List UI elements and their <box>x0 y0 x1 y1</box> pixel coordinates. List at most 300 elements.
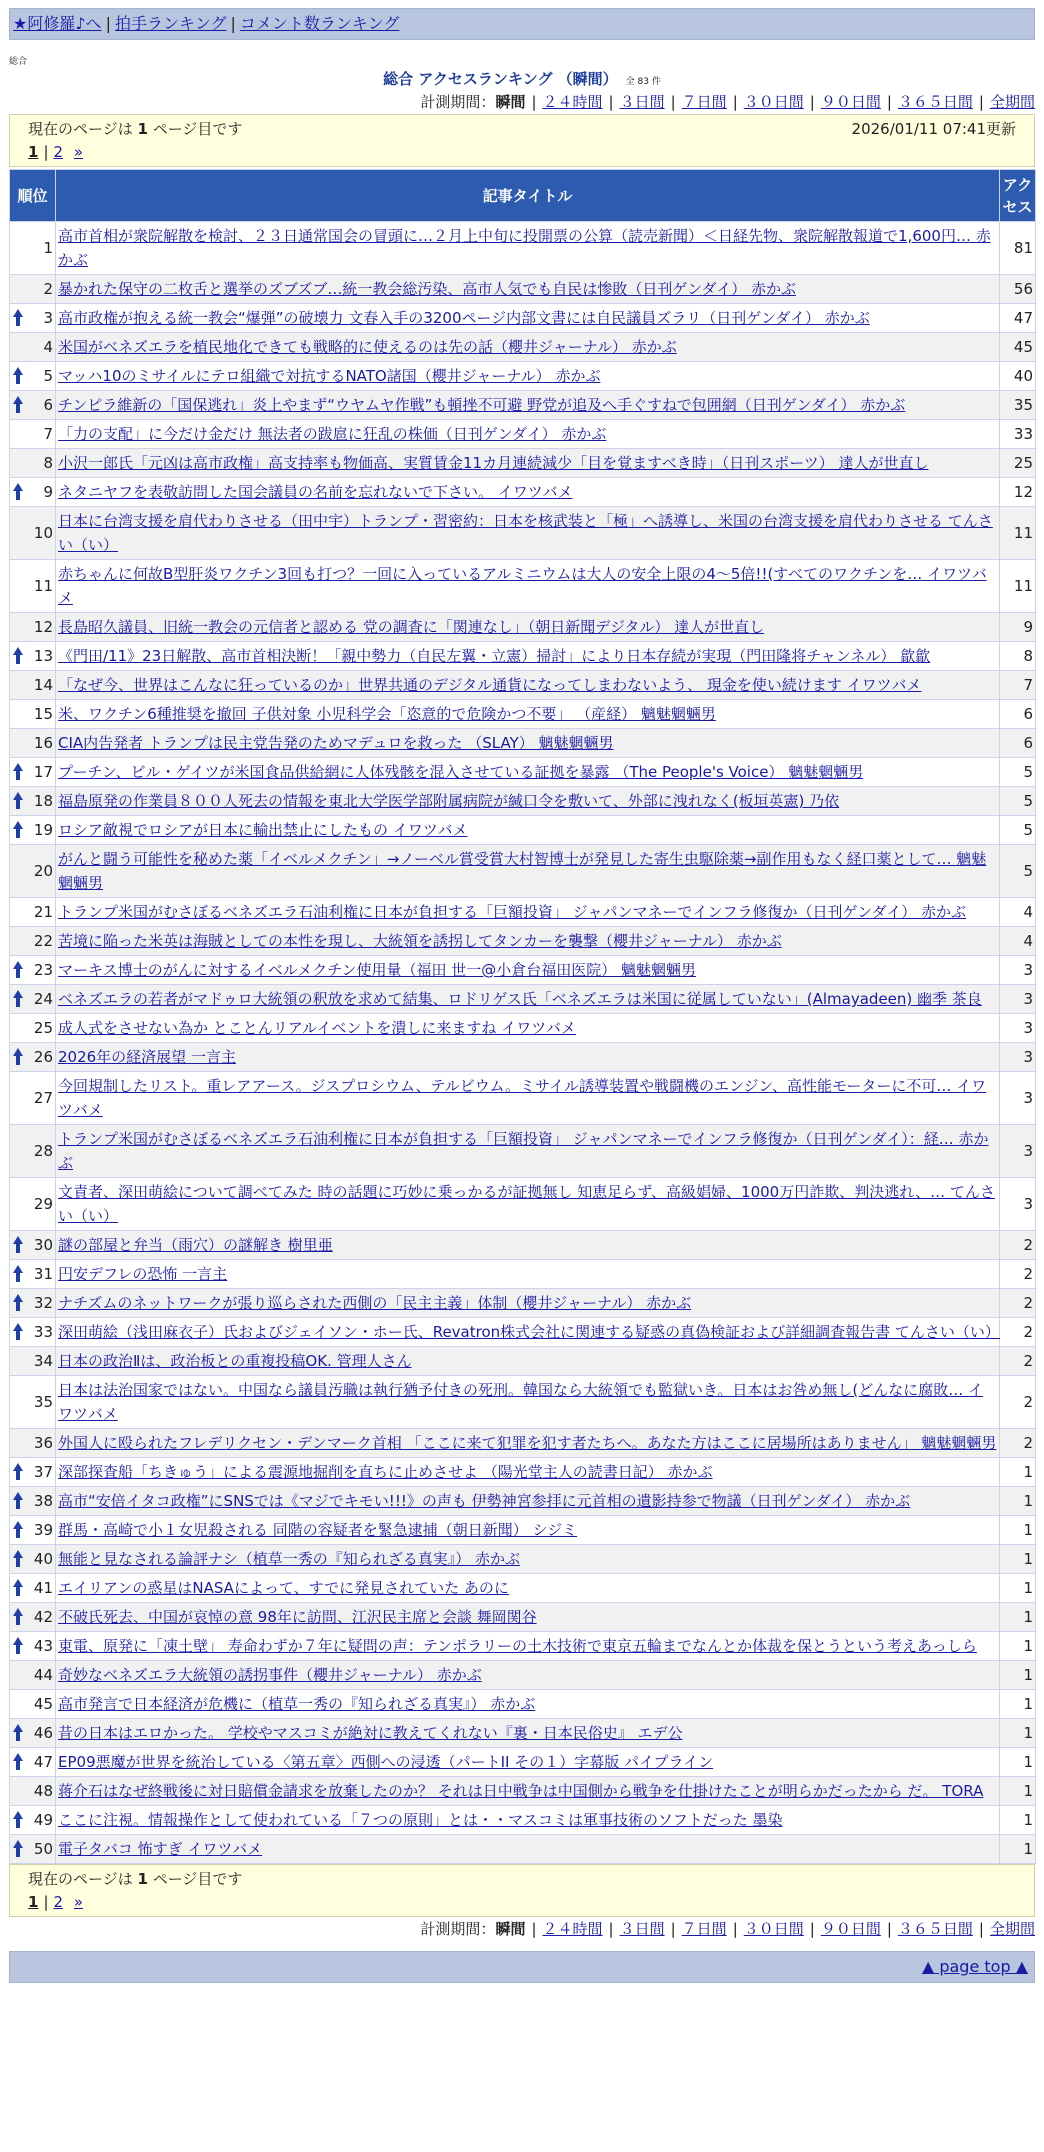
rank-number: 22 <box>33 932 53 950</box>
article-title-link[interactable]: 不破氏死去、中国が哀悼の意 98年に訪問、江沢民主席と会談 舞岡関谷 <box>58 1608 537 1626</box>
period-link-bottom[interactable]: ９０日間 <box>820 1920 881 1938</box>
access-count: 2 <box>1000 1347 1036 1376</box>
period-current-top: 瞬間 <box>495 93 526 111</box>
article-title-link[interactable]: 昔の日本はエロかった。 学校やマスコミが絶対に教えてくれない『裏・日本民俗史』 エデ公 <box>58 1724 683 1742</box>
access-count: 81 <box>1000 222 1036 275</box>
rank-up-arrow-icon <box>12 366 24 386</box>
period-link-top[interactable]: ３６５日間 <box>897 93 973 111</box>
title-cell <box>56 729 1000 758</box>
table-row <box>10 420 1036 449</box>
rank-number: 24 <box>33 990 53 1008</box>
access-count: 33 <box>1000 420 1036 449</box>
table-row <box>10 1748 1036 1777</box>
article-title-link[interactable]: 暴かれた保守の二枚舌と選挙のズブズブ…統一教会総汚染、高市人気でも自民は惨敗（日刊ゲンダイ） 赤かぶ <box>58 280 796 298</box>
article-title-link[interactable]: 深田萌絵（浅田麻衣子）氏およびジェイソン・ホー氏、Revatron株式会社に関連する疑惑の真偽検証および詳細調査報告書 てんさい（い） <box>58 1323 1000 1341</box>
article-title-link[interactable]: CIA内告発者 トランプは民主党告発のためマデュロを救った （SLAY） 魑魅魍魎男 <box>58 734 614 752</box>
rank-up-arrow-icon <box>12 791 24 811</box>
updated-timestamp: 2026/01/11 07:41更新 <box>851 120 1016 138</box>
rank-cell <box>10 420 56 449</box>
rank-cell <box>10 613 56 642</box>
rank-up-arrow-icon <box>12 395 24 415</box>
rank-number: 36 <box>33 1434 53 1452</box>
title-cell <box>56 1318 1000 1347</box>
rank-number: 31 <box>33 1265 53 1283</box>
rank-number: 46 <box>33 1724 53 1742</box>
table-row <box>10 362 1036 391</box>
rank-cell <box>10 758 56 787</box>
rank-number: 15 <box>33 705 53 723</box>
access-count: 5 <box>1000 787 1036 816</box>
rank-cell <box>10 1545 56 1574</box>
access-count: 56 <box>1000 275 1036 304</box>
rank-cell <box>10 222 56 275</box>
rank-number: 29 <box>33 1195 53 1213</box>
access-count: 1 <box>1000 1690 1036 1719</box>
article-title-link[interactable]: チンピラ維新の「国保逃れ」炎上やまず“ウヤムヤ作戦”も頓挫不可避 野党が追及へ手ぐすねで包囲網（日刊ゲンダイ） 赤かぶ <box>58 396 906 414</box>
table-row <box>10 1178 1036 1231</box>
article-title-link[interactable]: 成人式をさせない為か とことんリアルイベントを潰しに来ますね イワツバメ <box>58 1019 576 1037</box>
rank-cell <box>10 275 56 304</box>
title-cell <box>56 1458 1000 1487</box>
period-link-top[interactable]: 全期間 <box>989 93 1035 111</box>
title-cell <box>56 1289 1000 1318</box>
rank-number: 38 <box>33 1492 53 1510</box>
title-cell <box>56 898 1000 927</box>
next-page-link[interactable]: » <box>73 1893 84 1911</box>
page-title: 総合 アクセスランキング （瞬間） <box>383 70 618 88</box>
table-row <box>10 1806 1036 1835</box>
rank-up-arrow-icon <box>12 989 24 1009</box>
rank-up-arrow-icon <box>12 1520 24 1540</box>
article-title-link[interactable]: 長島昭久議員、旧統一教会の元信者と認める 党の調査に「関連なし」（朝日新聞デジタル） 達人が世直し <box>58 618 765 636</box>
table-row <box>10 1289 1036 1318</box>
rank-cell <box>10 1072 56 1125</box>
rank-number: 4 <box>43 338 53 356</box>
access-count: 6 <box>1000 700 1036 729</box>
access-count: 11 <box>1000 507 1036 560</box>
period-link-bottom[interactable]: ３６５日間 <box>897 1920 973 1938</box>
table-row <box>10 816 1036 845</box>
period-link-bottom[interactable]: 全期間 <box>989 1920 1035 1938</box>
rank-number: 40 <box>33 1550 53 1568</box>
article-title-link[interactable]: 奇妙なベネズエラ大統領の誘拐事件（櫻井ジャーナル） 赤かぶ <box>58 1666 482 1684</box>
article-title-link[interactable]: 小沢一郎氏「元凶は高市政権」高支持率も物価高、実質賃金11カ月連続減少「目を覚ますべき時」（日刊スポーツ） 達人が世直し <box>58 454 929 472</box>
article-title-link[interactable]: 赤ちゃんに何故B型肝炎ワクチン3回も打つ？一回に入っているアルミニウムは大人の安全上限の4～5倍!!(すべてのワクチンを… イワツバメ <box>58 565 987 607</box>
rank-number: 26 <box>33 1048 53 1066</box>
table-row <box>10 985 1036 1014</box>
access-header: アクセス <box>1000 170 1036 222</box>
article-title-link[interactable]: 高市“安倍イタコ政権”にSNSでは《マジでキモい!!!》の声も 伊勢神宮参拝に元首相の遺影持参で物議（日刊ゲンダイ） 赤かぶ <box>58 1492 911 1510</box>
rank-number: 11 <box>33 577 53 595</box>
ranking-title <box>9 68 1035 90</box>
rank-cell <box>10 787 56 816</box>
rank-up-arrow-icon <box>12 1549 24 1569</box>
rank-cell <box>10 1661 56 1690</box>
rank-up-arrow-icon <box>12 1752 24 1772</box>
access-count: 1 <box>1000 1661 1036 1690</box>
access-count: 2 <box>1000 1376 1036 1429</box>
title-cell <box>56 1690 1000 1719</box>
title-cell <box>56 700 1000 729</box>
article-title-link[interactable]: 無能と見なされる論評ナシ（植草一秀の『知られざる真実』） 赤かぶ <box>58 1550 520 1568</box>
rank-number: 25 <box>33 1019 53 1037</box>
article-title-link[interactable]: 文責者、深田萌絵について調べてみた 時の話題に巧妙に乗っかるが証拠無し 知恵足らず、高級娼婦、1000万円詐欺、判決逃れ、… てんさい（い） <box>58 1183 995 1225</box>
article-title-link[interactable]: 「なぜ今、世界はこんなに狂っているのか」世界共通のデジタル通貨になってしまわないよう、 現金を使い続けます イワツバメ <box>58 676 922 694</box>
title-header: 記事タイトル <box>56 170 1000 222</box>
rank-cell <box>10 1574 56 1603</box>
rank-cell <box>10 1178 56 1231</box>
access-count: 4 <box>1000 927 1036 956</box>
period-link-bottom[interactable]: ２４時間 <box>542 1920 603 1938</box>
rank-cell <box>10 1777 56 1806</box>
table-row <box>10 1661 1036 1690</box>
pager-bottom: 現在のページは 1 ページ目です 1 | 2 » <box>9 1864 1035 1917</box>
article-title-link[interactable]: 深部探査船「ちきゅう」による震源地掘削を直ちに止めさせよ （陽光堂主人の読書日記） 赤かぶ <box>58 1463 713 1481</box>
access-count: 5 <box>1000 816 1036 845</box>
title-cell <box>56 1487 1000 1516</box>
current-page-number: 1 <box>137 120 148 138</box>
rank-cell <box>10 1043 56 1072</box>
page-link[interactable]: 2 <box>53 143 64 161</box>
period-link-top[interactable]: ７日間 <box>681 93 727 111</box>
rank-up-arrow-icon <box>12 820 24 840</box>
access-count: 2 <box>1000 1289 1036 1318</box>
article-title-link[interactable]: プーチン、ビル・ゲイツが米国食品供給網に人体残骸を混入させている証拠を暴露 （The People's Voice） 魑魅魍魎男 <box>58 763 864 781</box>
rank-number: 41 <box>33 1579 53 1597</box>
rank-number: 13 <box>33 647 53 665</box>
rank-cell <box>10 1318 56 1347</box>
title-cell <box>56 985 1000 1014</box>
table-row <box>10 1458 1036 1487</box>
table-row <box>10 1574 1036 1603</box>
rank-cell <box>10 927 56 956</box>
rank-cell <box>10 671 56 700</box>
article-title-link[interactable]: トランプ米国がむさぼるベネズエラ石油利権に日本が負担する「巨額投資」 ジャパンマネーでインフラ修復か（日刊ゲンダイ）：経… 赤かぶ <box>58 1130 989 1172</box>
access-count: 40 <box>1000 362 1036 391</box>
article-title-link[interactable]: 2026年の経済展望 一言主 <box>58 1048 236 1066</box>
access-count: 1 <box>1000 1603 1036 1632</box>
rank-number: 27 <box>33 1089 53 1107</box>
article-title-link[interactable]: ここに注視。情報操作として使われている「７つの原則」とは・・マスコミは軍事技術のソフトだった 墨染 <box>58 1811 783 1829</box>
article-title-link[interactable]: 福島原発の作業員８００人死去の情報を東北大学医学部附属病院が緘口令を敷いて、外部に洩れなく(板垣英憲) 乃依 <box>58 792 840 810</box>
access-count: 3 <box>1000 1014 1036 1043</box>
table-row <box>10 1347 1036 1376</box>
title-cell <box>56 478 1000 507</box>
rank-number: 14 <box>33 676 53 694</box>
table-row <box>10 1429 1036 1458</box>
article-title-link[interactable]: ネタニヤフを表敬訪問した国会議員の名前を忘れないで下さい。 イワツバメ <box>58 483 573 501</box>
article-title-link[interactable]: 日本に台湾支援を肩代わりさせる（田中宇）トランプ・習密約：日本を核武装と「極」へ誘導し、米国の台湾支援を肩代わりさせる てんさい（い） <box>58 512 993 554</box>
article-title-link[interactable]: 《門田/11》23日解散、高市首相決断！「親中勢力（自民左翼・立憲）掃討」により日本存続が実現（門田隆将チャンネル） 歙歙 <box>58 647 931 665</box>
table-row <box>10 758 1036 787</box>
access-count: 3 <box>1000 985 1036 1014</box>
title-cell <box>56 613 1000 642</box>
rank-cell <box>10 1376 56 1429</box>
table-row <box>10 1487 1036 1516</box>
rank-number: 1 <box>43 239 53 257</box>
access-count: 1 <box>1000 1777 1036 1806</box>
access-count: 1 <box>1000 1545 1036 1574</box>
period-link-bottom[interactable]: ３０日間 <box>743 1920 804 1938</box>
article-title-link[interactable]: 今回規制したリスト。重レアアース。ジスプロシウム、テルビウム。ミサイル誘導装置や戦闘機のエンジン、高性能モーターに不可… イワツバメ <box>58 1077 987 1119</box>
period-link-top[interactable]: ９０日間 <box>820 93 881 111</box>
title-cell <box>56 1777 1000 1806</box>
rank-number: 23 <box>33 961 53 979</box>
rank-number: 30 <box>33 1236 53 1254</box>
access-count: 2 <box>1000 1318 1036 1347</box>
pager-top: 現在のページは 1 ページ目です 2026/01/11 07:41更新 1 | 2 » <box>9 114 1035 167</box>
article-title-link[interactable]: マッハ10のミサイルにテロ組織で対抗するNATO諸国（櫻井ジャーナル） 赤かぶ <box>58 367 601 385</box>
title-cell <box>56 1429 1000 1458</box>
rank-cell <box>10 1719 56 1748</box>
comment-ranking-link[interactable]: コメント数ランキング <box>239 14 400 33</box>
article-title-link[interactable]: ベネズエラの若者がマドゥロ大統領の釈放を求めて結集、ロドリゲス氏「ベネズエラは米国に従属していない」(Almayadeen) 幽季 茶良 <box>58 990 982 1008</box>
rank-up-arrow-icon <box>12 960 24 980</box>
rank-cell <box>10 1260 56 1289</box>
page-top-link[interactable]: ▲ page top ▲ <box>921 1957 1028 1976</box>
title-cell <box>56 758 1000 787</box>
access-count: 1 <box>1000 1632 1036 1661</box>
table-row <box>10 1545 1036 1574</box>
title-cell <box>56 304 1000 333</box>
table-row <box>10 333 1036 362</box>
table-row <box>10 1376 1036 1429</box>
table-row <box>10 478 1036 507</box>
rank-number: 3 <box>43 309 53 327</box>
title-cell <box>56 420 1000 449</box>
access-count: 3 <box>1000 1043 1036 1072</box>
article-title-link[interactable]: 日本の政治Ⅱは、政治板との重複投稿OK. 管理人さん <box>58 1352 412 1370</box>
rank-cell <box>10 956 56 985</box>
access-count: 11 <box>1000 560 1036 613</box>
period-link-bottom[interactable]: ３日間 <box>619 1920 665 1938</box>
title-cell <box>56 927 1000 956</box>
access-count: 35 <box>1000 391 1036 420</box>
page-link[interactable]: 2 <box>53 1893 64 1911</box>
rank-cell <box>10 1014 56 1043</box>
access-count: 5 <box>1000 758 1036 787</box>
rank-cell <box>10 1516 56 1545</box>
article-title-link[interactable]: EP09悪魔が世界を統治している〈第五章〉西側への浸透（パートII その１）字幕版 パイプライン <box>58 1753 714 1771</box>
access-count: 1 <box>1000 1458 1036 1487</box>
rank-number: 17 <box>33 763 53 781</box>
rank-number: 44 <box>33 1666 53 1684</box>
table-row <box>10 700 1036 729</box>
rank-cell <box>10 1835 56 1864</box>
rank-cell <box>10 1429 56 1458</box>
rank-number: 50 <box>33 1840 53 1858</box>
rank-number: 19 <box>33 821 53 839</box>
footer-bar <box>9 1951 1035 1983</box>
access-count: 1 <box>1000 1719 1036 1748</box>
article-title-link[interactable]: ロシア敵視でロシアが日本に輸出禁止にしたもの イワツバメ <box>58 821 468 839</box>
article-title-link[interactable]: 高市首相が衆院解散を検討、２３日通常国会の冒頭に…２月上中旬に投開票の公算（読売新聞）＜日経先物、衆院解散報道で1,600円… 赤かぶ <box>58 227 991 269</box>
article-title-link[interactable]: 電子タバコ 怖すぎ イワツバメ <box>58 1840 263 1858</box>
period-link-top[interactable]: ３日間 <box>619 93 665 111</box>
rank-number: 49 <box>33 1811 53 1829</box>
rank-cell <box>10 1806 56 1835</box>
current-page-text: 現在のページは 1 ページ目です <box>28 120 243 138</box>
rank-number: 32 <box>33 1294 53 1312</box>
page-current: 1 <box>28 1893 39 1911</box>
rank-number: 45 <box>33 1695 53 1713</box>
table-row <box>10 1690 1036 1719</box>
rank-number: 16 <box>33 734 53 752</box>
title-cell <box>56 1014 1000 1043</box>
article-title-link[interactable]: 群馬・高崎で小１女児殺される 同階の容疑者を緊急逮捕（朝日新聞） シジミ <box>58 1521 578 1539</box>
title-cell <box>56 1603 1000 1632</box>
table-row <box>10 898 1036 927</box>
period-link-bottom[interactable]: ７日間 <box>681 1920 727 1938</box>
current-page-text: 現在のページは 1 ページ目です <box>28 1870 243 1888</box>
article-title-link[interactable]: 円安デフレの恐怖 一言主 <box>58 1265 228 1283</box>
total-count: 全 83 件 <box>625 77 661 87</box>
rank-up-arrow-icon <box>12 1462 24 1482</box>
rank-number: 21 <box>33 903 53 921</box>
period-label: 計測期間： <box>420 93 496 111</box>
period-link-top[interactable]: ２４時間 <box>542 93 603 111</box>
table-row <box>10 1516 1036 1545</box>
rank-number: 28 <box>33 1142 53 1160</box>
rank-up-arrow-icon <box>12 1047 24 1067</box>
article-title-link[interactable]: 苦境に陥った米英は海賊としての本性を現し、大統領を誘拐してタンカーを襲撃（櫻井ジャーナル） 赤かぶ <box>58 932 782 950</box>
rank-up-arrow-icon <box>12 1839 24 1859</box>
rank-header: 順位 <box>10 170 56 222</box>
rank-up-arrow-icon <box>12 1293 24 1313</box>
access-count: 45 <box>1000 333 1036 362</box>
table-row <box>10 1043 1036 1072</box>
rank-number: 48 <box>33 1782 53 1800</box>
article-title-link[interactable]: 「力の支配」に今だけ金だけ 無法者の跋扈に狂乱の株価（日刊ゲンダイ） 赤かぶ <box>58 425 607 443</box>
rank-number: 5 <box>43 367 53 385</box>
title-cell <box>56 1661 1000 1690</box>
article-title-link[interactable]: 謎の部屋と弁当（雨穴）の謎解き 樹里亜 <box>58 1236 333 1254</box>
home-link[interactable]: ★阿修羅♪へ <box>13 14 102 33</box>
article-title-link[interactable]: 高市政権が抱える統一教会“爆弾”の破壊力 文春入手の3200ページ内部文書には自民議員ズラリ（日刊ゲンダイ） 赤かぶ <box>58 309 870 327</box>
title-cell <box>56 1125 1000 1178</box>
rank-cell <box>10 642 56 671</box>
article-title-link[interactable]: 高市発言で日本経済が危機に（植草一秀の『知られざる真実』） 赤かぶ <box>58 1695 536 1713</box>
table-row <box>10 507 1036 560</box>
title-cell <box>56 1260 1000 1289</box>
table-row <box>10 1231 1036 1260</box>
page-current: 1 <box>28 143 39 161</box>
article-title-link[interactable]: がんと闘う可能性を秘めた薬「イベルメクチン」→ノーベル賞受賞大村智博士が発見した寄生虫駆除薬→副作用もなく経口薬として… 魑魅魍魎男 <box>58 850 987 892</box>
access-count: 3 <box>1000 1072 1036 1125</box>
rank-cell <box>10 700 56 729</box>
access-count: 5 <box>1000 845 1036 898</box>
rank-number: 43 <box>33 1637 53 1655</box>
article-title-link[interactable]: 日本は法治国家ではない。中国なら議員汚職は執行猶予付きの死刑。韓国なら大統領でも監獄いき。日本はお咎め無し(どんなに腐敗… イワツバメ <box>58 1381 984 1423</box>
title-cell <box>56 1231 1000 1260</box>
rank-up-arrow-icon <box>12 1578 24 1598</box>
rank-number: 39 <box>33 1521 53 1539</box>
article-title-link[interactable]: 米国がベネズエラを植民地化できても戦略的に使えるのは先の話（櫻井ジャーナル） 赤かぶ <box>58 338 677 356</box>
rank-up-arrow-icon <box>12 1810 24 1830</box>
table-row <box>10 787 1036 816</box>
title-cell <box>56 1072 1000 1125</box>
rank-number: 9 <box>43 483 53 501</box>
title-cell <box>56 816 1000 845</box>
title-cell <box>56 222 1000 275</box>
rank-number: 47 <box>33 1753 53 1771</box>
rank-cell <box>10 333 56 362</box>
title-cell <box>56 1545 1000 1574</box>
access-count: 3 <box>1000 1125 1036 1178</box>
table-row <box>10 275 1036 304</box>
period-selector-top: 計測期間：瞬間 | ２４時間 | ３日間 | ７日間 | ３０日間 | ９０日間 | ３６５日間 | 全期間 <box>420 93 1035 111</box>
access-count: 25 <box>1000 449 1036 478</box>
rank-cell <box>10 1458 56 1487</box>
article-title-link[interactable]: エイリアンの惑星はNASAによって、すでに発見されていた あのに <box>58 1579 509 1597</box>
access-count: 1 <box>1000 1806 1036 1835</box>
title-cell <box>56 1632 1000 1661</box>
title-cell <box>56 1516 1000 1545</box>
article-title-link[interactable]: トランプ米国がむさぼるベネズエラ石油利権に日本が負担する「巨額投資」 ジャパンマネーでインフラ修復か（日刊ゲンダイ） 赤かぶ <box>58 903 967 921</box>
title-cell <box>56 507 1000 560</box>
title-cell <box>56 1806 1000 1835</box>
rank-number: 42 <box>33 1608 53 1626</box>
rank-up-arrow-icon <box>12 1723 24 1743</box>
article-title-link[interactable]: 東電、原発に「凍土壁」 寿命わずか７年に疑問の声：テンポラリーの土木技術で東京五輪までなんとか体裁を保とうという考えあっしら <box>58 1637 977 1655</box>
access-count: 7 <box>1000 671 1036 700</box>
period-link-top[interactable]: ３０日間 <box>743 93 804 111</box>
table-row <box>10 1072 1036 1125</box>
title-cell <box>56 1835 1000 1864</box>
rank-up-arrow-icon <box>12 482 24 502</box>
period-label: 計測期間： <box>420 1920 496 1938</box>
rank-number: 2 <box>43 280 53 298</box>
rank-cell <box>10 1231 56 1260</box>
rank-up-arrow-icon <box>12 1607 24 1627</box>
table-row <box>10 927 1036 956</box>
table-row <box>10 1260 1036 1289</box>
article-title-link[interactable]: 米、ワクチン6種推奨を撤回 子供対象 小児科学会「恣意的で危険かつ不要」 （産経） 魑魅魍魎男 <box>58 705 716 723</box>
title-cell <box>56 449 1000 478</box>
rank-number: 10 <box>33 524 53 542</box>
rank-number: 8 <box>43 454 53 472</box>
access-count: 1 <box>1000 1574 1036 1603</box>
rank-up-arrow-icon <box>12 646 24 666</box>
table-row <box>10 729 1036 758</box>
rank-up-arrow-icon <box>12 1264 24 1284</box>
rank-cell <box>10 816 56 845</box>
article-title-link[interactable]: マーキス博士のがんに対するイベルメクチン使用量（福田 世一@小倉台福田医院） 魑魅魍魎男 <box>58 961 697 979</box>
table-row <box>10 304 1036 333</box>
next-page-link[interactable]: » <box>73 143 84 161</box>
rank-cell <box>10 985 56 1014</box>
article-title-link[interactable]: ナチズムのネットワークが張り巡らされた西側の「民主主義」体制（櫻井ジャーナル） 赤かぶ <box>58 1294 692 1312</box>
applause-ranking-link[interactable]: 拍手ランキング <box>114 14 227 33</box>
table-row <box>10 560 1036 613</box>
article-title-link[interactable]: 蒋介石はなぜ終戦後に対日賠償金請求を放棄したのか？ それは日中戦争は中国側から戦争を仕掛けたことが明らかだったから だ。 TORA <box>58 1782 984 1800</box>
rank-cell <box>10 478 56 507</box>
table-row <box>10 642 1036 671</box>
category-label: 総合 <box>9 57 28 67</box>
rank-cell <box>10 449 56 478</box>
table-row <box>10 1014 1036 1043</box>
table-row <box>10 1125 1036 1178</box>
rank-cell <box>10 1632 56 1661</box>
title-cell <box>56 1376 1000 1429</box>
period-selector-bottom: 計測期間：瞬間 | ２４時間 | ３日間 | ７日間 | ３０日間 | ９０日間 | ３６５日間 | 全期間 <box>420 1920 1035 1938</box>
rank-number: 12 <box>33 618 53 636</box>
rank-number: 6 <box>43 396 53 414</box>
article-title-link[interactable]: 外国人に殴られたフレデリクセン・デンマーク首相 「ここに来て犯罪を犯す者たちへ。あなた方はここに居場所はありません」 魑魅魍魎男 <box>58 1434 997 1452</box>
title-cell <box>56 671 1000 700</box>
title-cell <box>56 1043 1000 1072</box>
rank-cell <box>10 1125 56 1178</box>
